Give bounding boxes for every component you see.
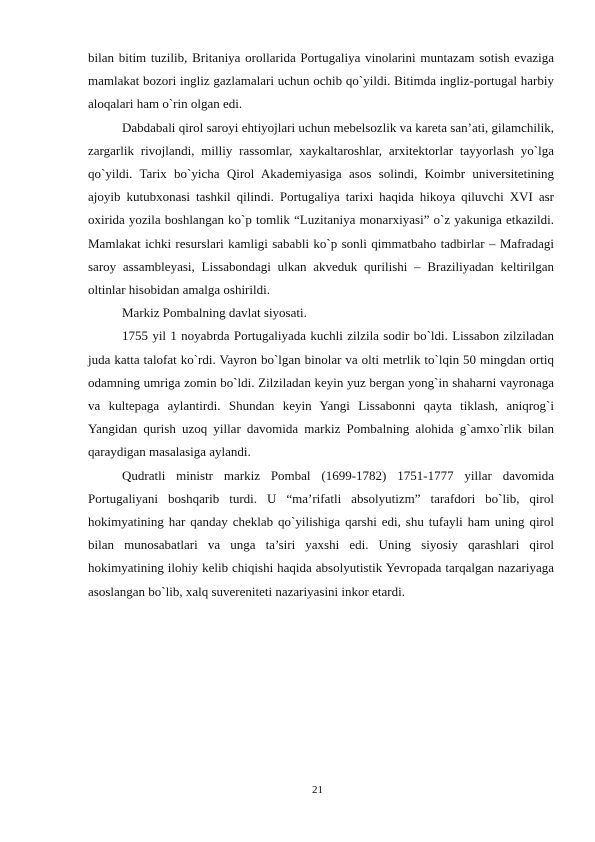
paragraph-lisbon-earthquake: 1755 yil 1 noyabrda Portugaliyada kuchli zilzila sodir bo`ldi. Lissabon zilziladan juda katta talofat ko`rdi. Vayron bo`lgan binolar va olti metrlik to`lqin 50 mingdan ortiq odamning umriga zomin bo`ldi. Zilziladan keyin yuz bergan yong`in shaharni vayronaga va kultepaga aylantirdi. Shundan keyin Yangi Lissabonni qayta tiklash, aniqrog`i Yangidan qurish uzoq yillar davomida markiz Pombalning alohida g`amxo`rlik bilan qaraydigan masalasiga aylandi. xyxy=(88,328,554,460)
paragraph-trade-treaty: bilan bitim tuzilib, Britaniya orollarida Portugaliya vinolarini muntazam sotish evaziga mamlakat bozori ingliz gazlamalari uchun ochib qo`yildi. Bitimda ingliz-portugal harbiy aloqalari ham o`rin olgan edi. xyxy=(88,50,554,112)
page-number: 21 xyxy=(312,784,323,796)
body-text xyxy=(88,46,554,603)
paragraph-royal-court-arts: Dabdabali qirol saroyi ehtiyojlari uchun mebelsozlik va kareta san’ati, gilamchilik, zargarlik rivojlandi, milliy rassomlar, xaykaltaroshlar, arxitektorlar tayyorlash yo`lga qo`yildi. Tarix bo`yicha Qirol Akademiyasiga asos solindi, Koimbr universitetining ajoyib kutubxonasi tashkil qilindi. Portugaliya tarixi haqida hikoya qiluvchi XVI asr oxirida yozila boshlangan ko`p tomlik “Luzitaniya monarxiyasi” o`z yakuniga etkazildi. Mamlakat ichki resurslari kamligi sababli ko`p sonli qimmatbaho tadbirlar – Mafradagi saroy assambleyasi, Lissabondagi ulkan akveduk qurilishi – Braziliyadan keltirilgan oltinlar hisobidan amalga oshirildi. xyxy=(88,119,554,298)
section-heading-pombal: Markiz Pombalning davlat siyosati. xyxy=(122,305,307,321)
paragraph-pombal-policy: Qudratli ministr markiz Pombal (1699-1782) 1751-1777 yillar davomida Portugaliyani boshqarib turdi. U “ma’rifatli absolyutizm” tarafdori bo`lib, qirol hokimyatining har qanday cheklab qo`yilishiga qarshi edi, shu tufayli ham uning qirol bilan munosabatlari va unga ta’siri yaxshi edi. Uning siyosiy qarashlari qirol hokimyatining ilohiy kelib chiqishi haqida absolyutistik Yevropada tarqalgan nazariyaga asoslangan bo`lib, xalq suvereniteti nazariyasini inkor etardi. xyxy=(88,467,554,599)
